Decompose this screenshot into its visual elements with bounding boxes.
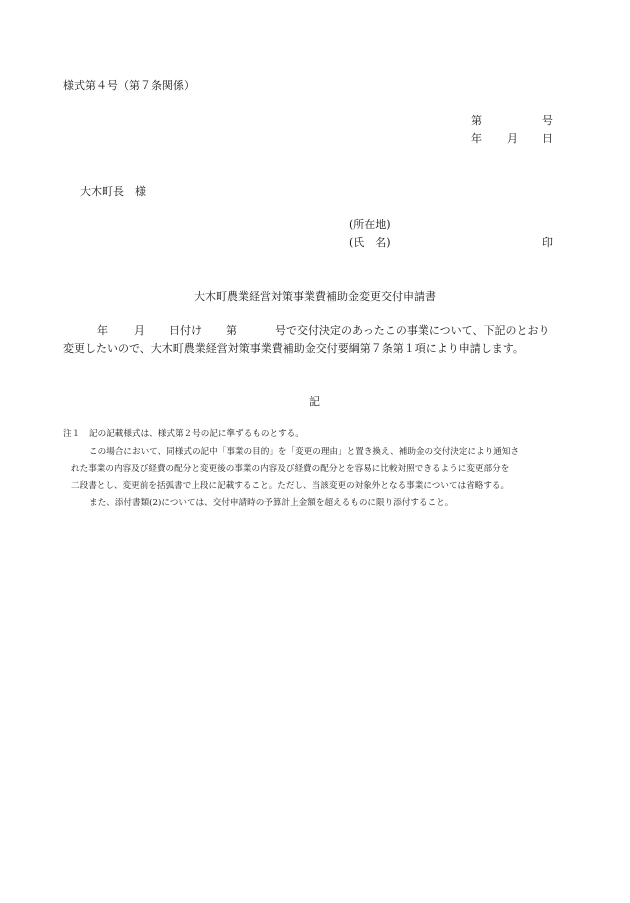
document-title: 大木町農業経営対策事業費補助金変更交付申請書 bbox=[194, 290, 436, 303]
form-number: 様式第４号（第７条関係） bbox=[63, 79, 195, 92]
body-line2: 変更したいので、大木町農業経営対策事業費補助金交付要綱第７条第１項により申請します。 bbox=[63, 342, 524, 355]
doc-number-go: 号 bbox=[542, 114, 553, 127]
body-line1-year: 年 bbox=[97, 324, 108, 337]
note-line-2: この場合において、同様式の記中「事業の目的」を「変更の理由」と置き換え、補助金の交付決定により通知さ bbox=[89, 447, 520, 457]
seal-mark: 印 bbox=[542, 236, 553, 249]
applicant-name-label: (氏 名) bbox=[349, 236, 391, 249]
addressee: 大木町長 様 bbox=[80, 185, 146, 198]
note-line-4: 二段書とし、変更前を括弧書で上段に記載すること。ただし、当該変更の対象外となる事業については省略する。 bbox=[71, 481, 510, 491]
body-line1-month: 月 bbox=[134, 324, 145, 337]
body-line1-text: 号で交付決定のあったこの事業について、下記のとおり bbox=[275, 324, 550, 337]
body-line1-dai: 第 bbox=[226, 324, 237, 337]
note-label: 注１ bbox=[63, 429, 81, 439]
doc-number-dai: 第 bbox=[471, 114, 482, 127]
note-line-1: 記の記載様式は、様式第２号の記に準ずるものとする。 bbox=[89, 429, 304, 439]
date-day: 日 bbox=[542, 132, 553, 145]
note-line-3: れた事業の内容及び経費の配分と変更後の事業の内容及び経費の配分とを容易に比較対照できるように変更部分を bbox=[71, 464, 510, 474]
date-month: 月 bbox=[507, 132, 518, 145]
ki-heading: 記 bbox=[309, 395, 320, 408]
applicant-address-label: (所在地) bbox=[349, 218, 391, 231]
note-line-5: また、添付書類(2)については、交付申請時の予算計上金額を超えるものに限り添付すること。 bbox=[89, 498, 454, 508]
date-year: 年 bbox=[471, 132, 482, 145]
body-line1-date: 日付け bbox=[169, 324, 202, 337]
